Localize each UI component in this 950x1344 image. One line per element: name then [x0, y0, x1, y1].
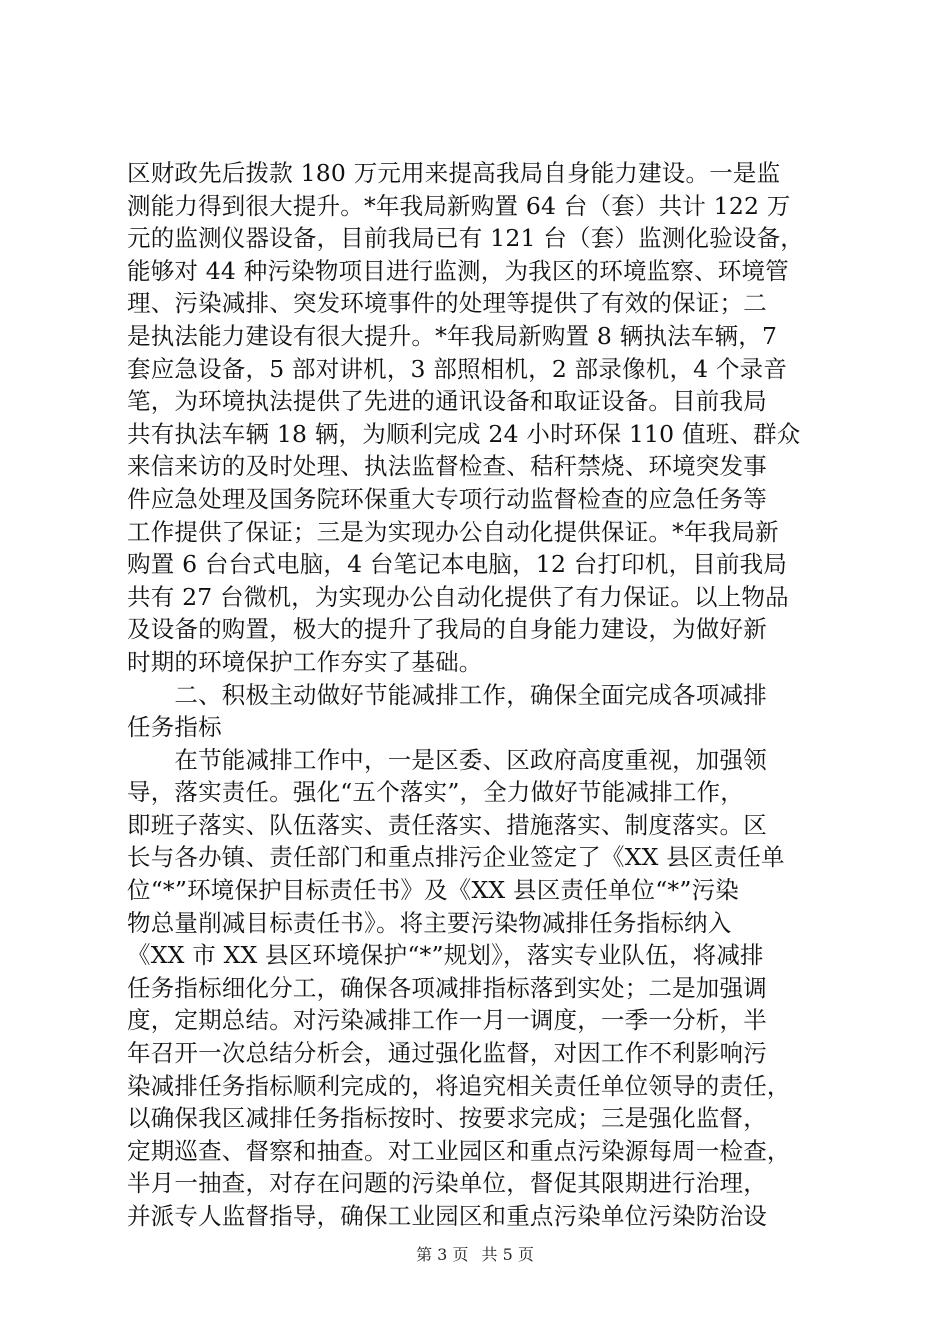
- text-line: 即班子落实、队伍落实、责任落实、措施落实、制度落实。区: [127, 810, 767, 839]
- text-line: 笔，为环境执法提供了先进的通讯设备和取证设备。目前我局: [127, 387, 767, 416]
- text-line: 时期的环境保护工作夯实了基础。: [127, 647, 483, 676]
- page-number: 第 3 页: [416, 1245, 469, 1264]
- text-line: 并派专人监督指导，确保工业园区和重点污染单位污染防治设: [127, 1202, 767, 1230]
- text-line: 导，落实责任。强化“五个落实”，全力做好节能减排工作，: [127, 778, 744, 807]
- document-body: [127, 157, 837, 1233]
- section-heading-line: 二、积极主动做好节能减排工作，确保全面完成各项减排: [127, 680, 767, 709]
- text-line: 位“*”环境保护目标责任书》及《XX 县区责任单位“*”污染: [127, 876, 739, 905]
- page-footer: [0, 1245, 950, 1265]
- text-line: 长与各办镇、责任部门和重点排污企业签定了《XX 县区责任单: [127, 843, 785, 872]
- text-line: 及设备的购置，极大的提升了我局的自身能力建设，为做好新: [127, 615, 767, 644]
- text-line: 区财政先后拨款 180 万元用来提高我局自身能力建设。一是监: [127, 159, 781, 187]
- text-line: 《XX 市 XX 县区环境保护“*”规划》，落实专业队伍，将减排: [127, 941, 764, 970]
- text-line: 是执法能力建设有很大提升。*年我局新购置 8 辆执法车辆，7: [127, 321, 778, 350]
- text-line: 度，定期总结。对污染减排工作一月一调度，一季一分析，半: [127, 1006, 767, 1035]
- text-line: 来信来访的及时处理、执法监督检查、秸秆禁烧、环境突发事: [127, 452, 767, 481]
- text-line: 套应急设备，5 部对讲机，3 部照相机，2 部录像机，4 个录音: [127, 354, 788, 383]
- text-line: 染减排任务指标顺利完成的，将追究相关责任单位领导的责任，: [127, 1071, 791, 1100]
- text-line: 共有 27 台微机，为实现办公自动化提供了有力保证。以上物品: [127, 582, 789, 611]
- text-line: 以确保我区减排任务指标按时、按要求完成；三是强化监督，: [127, 1104, 767, 1133]
- text-line: 定期巡查、督察和抽查。对工业园区和重点污染源每周一检查，: [127, 1136, 791, 1165]
- text-line: 任务指标细化分工，确保各项减排指标落到实处；二是加强调: [127, 973, 767, 1002]
- text-line: 工作提供了保证；三是为实现办公自动化提供保证。*年我局新: [127, 517, 779, 546]
- text-line: 年召开一次总结分析会，通过强化监督，对因工作不利影响污: [127, 1039, 767, 1068]
- text-line: 测能力得到很大提升。*年我局新购置 64 台（套）共计 122 万: [127, 191, 791, 220]
- body-text: [127, 157, 837, 1233]
- text-line: 半月一抽查，对存在问题的污染单位，督促其限期进行治理，: [127, 1169, 767, 1198]
- text-line: 共有执法车辆 18 辆，为顺利完成 24 小时环保 110 值班、群众: [127, 419, 801, 448]
- text-line: 能够对 44 种污染物项目进行监测，为我区的环境监察、环境管: [127, 256, 789, 285]
- text-line: 理、污染减排、突发环境事件的处理等提供了有效的保证；二: [127, 289, 767, 318]
- text-line: 元的监测仪器设备，目前我局已有 121 台（套）监测化验设备，: [127, 224, 804, 253]
- text-line: 件应急处理及国务院环保重大专项行动监督检查的应急任务等: [127, 484, 767, 513]
- text-line: 物总量削减目标责任书》。将主要污染物减排任务指标纳入: [127, 908, 732, 937]
- page-total: 共 5 页: [481, 1245, 534, 1264]
- text-line: 在节能减排工作中，一是区委、区政府高度重视，加强领: [127, 745, 767, 774]
- section-heading-line: 任务指标: [127, 713, 222, 742]
- text-line: 购置 6 台台式电脑，4 台笔记本电脑，12 台打印机，目前我局: [127, 550, 788, 579]
